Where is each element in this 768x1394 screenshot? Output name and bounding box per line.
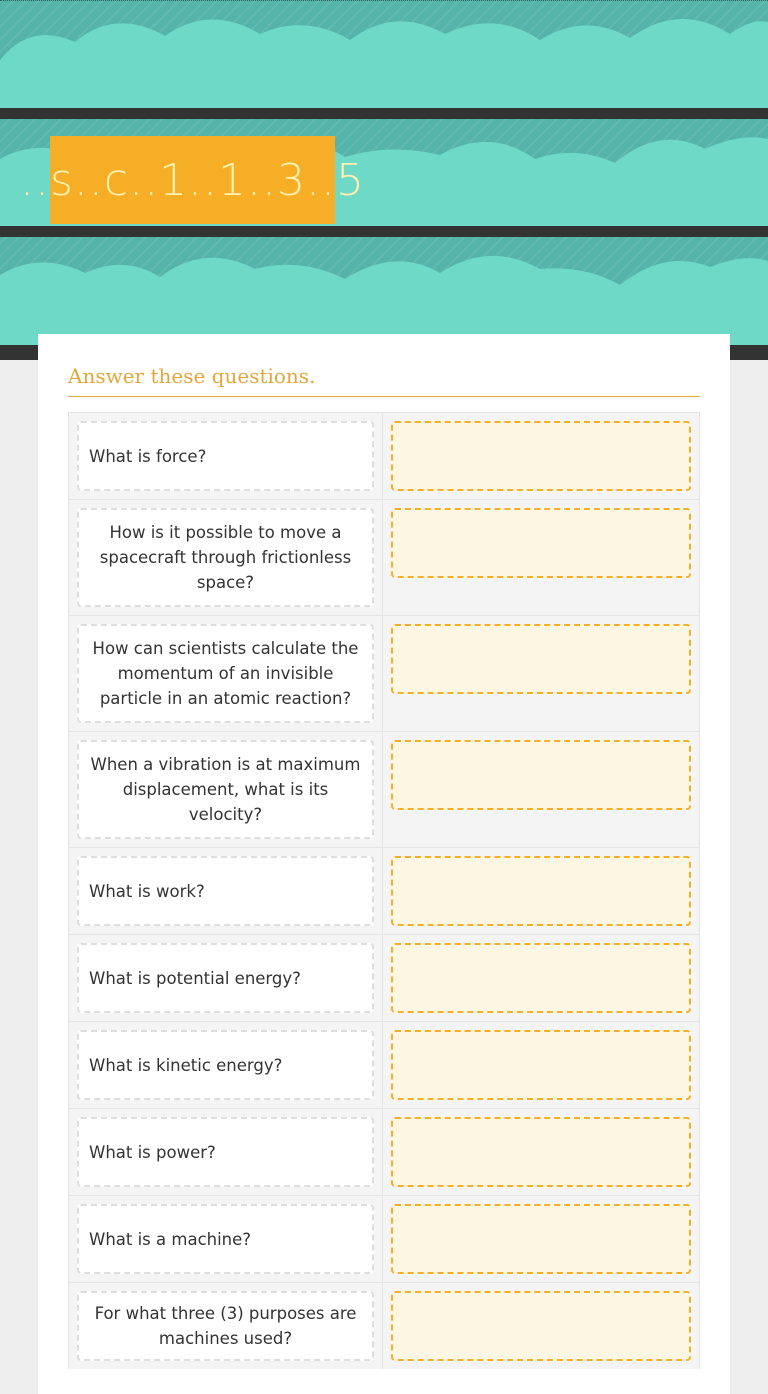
table-row [69,1195,699,1282]
question-text: For what three (3) purposes are machines used? [77,1291,374,1361]
question-text: What is potential energy? [77,943,374,1013]
table-row [69,412,699,499]
question-table [68,412,700,1369]
table-row [69,847,699,934]
question-text: When a vibration is at maximum displacement, what is its velocity? [77,740,374,839]
answer-field[interactable] [391,508,691,578]
question-text: What is force? [77,421,374,491]
header-stripe-2 [0,226,768,237]
cloud-layer-3 [0,237,768,347]
question-text: How is it possible to move a spacecraft through frictionless space? [77,508,374,607]
table-row [69,934,699,1021]
question-text: How can scientists calculate the momentum of an invisible particle in an atomic reaction? [77,624,374,723]
question-text: What is a machine? [77,1204,374,1274]
question-text: What is kinetic energy? [77,1030,374,1100]
answer-field[interactable] [391,1291,691,1361]
answer-field[interactable] [391,624,691,694]
table-row [69,731,699,847]
answer-field[interactable] [391,943,691,1013]
question-text: What is power? [77,1117,374,1187]
table-row [69,1282,699,1369]
header-stripe-1 [0,108,768,119]
worksheet-title: ..s..c..1..1..3..5 [20,154,365,206]
title-box [20,136,365,224]
table-row [69,1021,699,1108]
instructions-heading: Answer these questions. [68,364,700,397]
answer-field[interactable] [391,1204,691,1274]
header-banner [0,0,768,360]
answer-field[interactable] [391,1117,691,1187]
table-row [69,499,699,615]
worksheet-card [38,334,730,1394]
table-row [69,1108,699,1195]
answer-field[interactable] [391,421,691,491]
question-text: What is work? [77,856,374,926]
cloud-layer-1 [0,0,768,108]
table-row [69,615,699,731]
answer-field[interactable] [391,1030,691,1100]
answer-field[interactable] [391,856,691,926]
answer-field[interactable] [391,740,691,810]
